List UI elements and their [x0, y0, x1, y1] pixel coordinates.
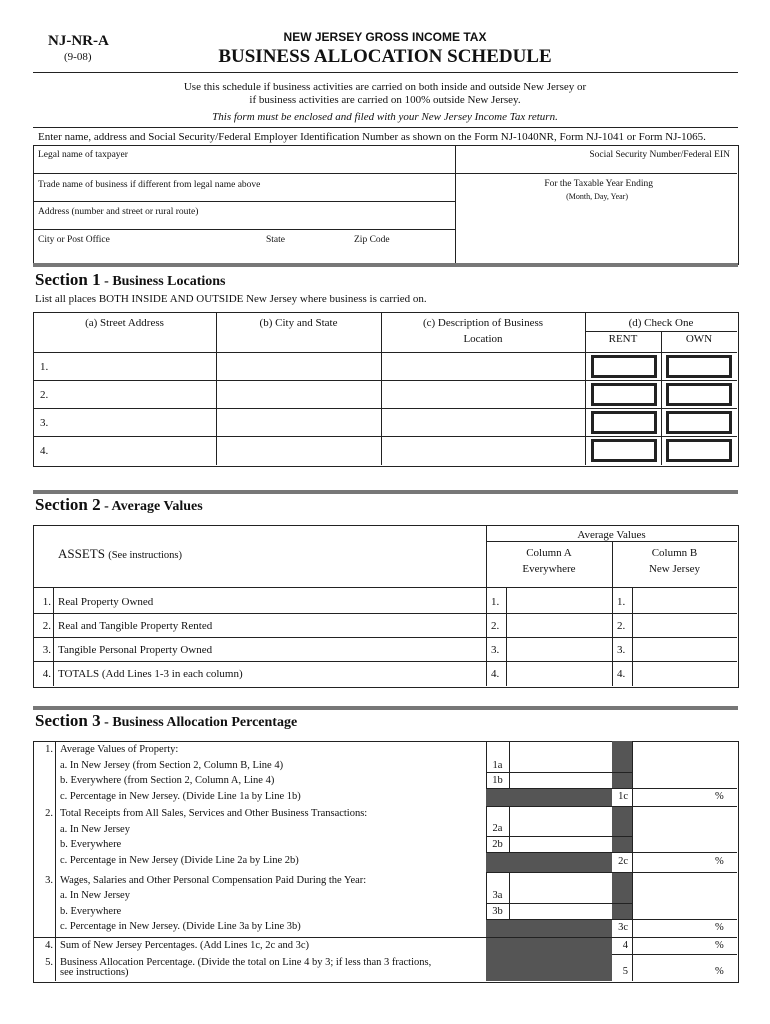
state-label: State	[266, 235, 285, 245]
asset-row-a-line: 3.	[491, 644, 500, 656]
line-3b-text: b. Everywhere	[60, 906, 122, 917]
totals-nj-field[interactable]	[633, 662, 736, 685]
line-1-num: 1.	[45, 744, 53, 755]
line-3a-field[interactable]	[510, 888, 611, 902]
col-description-2: Location	[463, 333, 503, 345]
line-2-text: Total Receipts from All Sales, Services and Other Business Transactions:	[60, 808, 368, 819]
assets-header: ASSETS (See instructions)	[58, 546, 182, 561]
location-row-1: 1.	[40, 361, 49, 373]
col-city-state: (b) City and State	[259, 317, 338, 329]
address-field[interactable]	[34, 218, 454, 228]
address-label: Address (number and street or rural route)	[38, 207, 199, 217]
asset-row-a-line: 2.	[491, 620, 500, 632]
personal-property-everywhere-field[interactable]	[507, 638, 611, 660]
percent-sign: %	[715, 791, 724, 802]
location-row-2: 2.	[40, 389, 49, 401]
section1-instruction: List all places BOTH INSIDE AND OUTSIDE New Jersey where business is carried on.	[35, 293, 427, 305]
tax-year-sublabel: (Month, Day, Year)	[566, 192, 628, 201]
section3-heading: Section 3 - Business Allocation Percentage	[35, 711, 298, 730]
legal-name-field[interactable]	[34, 162, 454, 172]
rent-checkbox-3[interactable]	[591, 411, 657, 434]
asset-row-num: 1.	[42, 596, 51, 608]
location-row-3: 3.	[40, 417, 49, 429]
line-1b-text: b. Everywhere (from Section 2, Column A, Line 4)	[60, 775, 275, 786]
line-5-num: 5.	[45, 957, 53, 968]
box-3b-label: 3b	[492, 906, 503, 917]
city-state-zip-field[interactable]	[34, 247, 454, 261]
real-property-nj-field[interactable]	[633, 588, 736, 612]
box-2b-label: 2b	[492, 839, 503, 850]
line-5-text-cont: see instructions)	[60, 967, 129, 978]
location-row-4: 4.	[40, 445, 49, 457]
line-2-num: 2.	[45, 808, 53, 819]
asset-row-num: 2.	[42, 620, 51, 632]
own-checkbox-4[interactable]	[666, 439, 732, 462]
city-label: City or Post Office	[38, 235, 110, 245]
personal-property-nj-field[interactable]	[633, 638, 736, 660]
column-b-sublabel: New Jersey	[648, 563, 700, 575]
asset-row-label: Real and Tangible Property Rented	[58, 620, 213, 632]
intro-line-1: Use this schedule if business activities are carried on both inside and outside New Jersey or	[183, 81, 587, 93]
asset-row-num: 3.	[42, 644, 51, 656]
asset-row-b-line: 2.	[617, 620, 626, 632]
col-description-1: (c) Description of Business	[422, 317, 544, 329]
zip-label: Zip Code	[354, 235, 390, 245]
own-checkbox-3[interactable]	[666, 411, 732, 434]
line-3a-text: a. In New Jersey	[60, 890, 130, 901]
rented-property-everywhere-field[interactable]	[507, 614, 611, 636]
intro-line-2: if business activities are carried on 100% outside New Jersey.	[249, 94, 521, 106]
line-3-text: Wages, Salaries and Other Personal Compensation Paid During the Year:	[60, 875, 367, 886]
rent-checkbox-1[interactable]	[591, 355, 657, 378]
asset-row-label: Real Property Owned	[58, 596, 154, 608]
agency-title: NEW JERSEY GROSS INCOME TAX	[283, 30, 487, 44]
trade-name-label: Trade name of business if different from legal name above	[38, 180, 261, 190]
section2-heading: Section 2 - Average Values	[35, 495, 203, 514]
asset-row-b-line: 1.	[617, 596, 626, 608]
line-2a-field[interactable]	[510, 821, 611, 835]
col-check-one: (d) Check One	[628, 317, 694, 329]
col-street-address: (a) Street Address	[85, 317, 164, 329]
average-values-header: Average Values	[577, 529, 646, 541]
rent-checkbox-4[interactable]	[591, 439, 657, 462]
line-4-text: Sum of New Jersey Percentages. (Add Lines 1c, 2c and 3c)	[60, 940, 310, 951]
box-3a-label: 3a	[492, 890, 503, 901]
box-1b-label: 1b	[492, 775, 503, 786]
line-3c-field[interactable]	[633, 920, 713, 936]
line-1-text: Average Values of Property:	[60, 744, 179, 755]
asset-row-b-line: 4.	[617, 668, 626, 680]
tax-year-label: For the Taxable Year Ending	[544, 179, 653, 189]
rent-checkbox-2[interactable]	[591, 383, 657, 406]
line-3b-field[interactable]	[510, 904, 611, 918]
own-checkbox-1[interactable]	[666, 355, 732, 378]
percent-sign: %	[715, 940, 724, 951]
box-2c-label: 2c	[618, 856, 628, 867]
asset-row-b-line: 3.	[617, 644, 626, 656]
asset-row-a-line: 1.	[491, 596, 500, 608]
percent-sign: %	[715, 966, 724, 977]
tax-year-field[interactable]	[456, 205, 736, 260]
percent-sign: %	[715, 922, 724, 933]
asset-row-label: Tangible Personal Property Owned	[58, 644, 213, 656]
schedule-title: BUSINESS ALLOCATION SCHEDULE	[218, 46, 552, 67]
percent-sign: %	[715, 856, 724, 867]
column-a-sublabel: Everywhere	[522, 563, 576, 575]
trade-name-field[interactable]	[34, 190, 454, 200]
rented-property-nj-field[interactable]	[633, 614, 736, 636]
line-2b-field[interactable]	[510, 837, 611, 851]
line-2c-text: c. Percentage in New Jersey (Divide Line 2a by Line 2b)	[60, 855, 299, 866]
own-checkbox-2[interactable]	[666, 383, 732, 406]
box-1c-label: 1c	[618, 791, 628, 802]
line-1c-text: c. Percentage in New Jersey. (Divide Line 1a by Line 1b)	[60, 791, 301, 802]
legal-name-label: Legal name of taxpayer	[38, 150, 128, 160]
taxpayer-instruction: Enter name, address and Social Security/Federal Employer Identification Number as shown on the Form NJ-1040NR, Form NJ-1041 or Form NJ-1065.	[38, 131, 706, 143]
col-rent: RENT	[608, 333, 638, 345]
line-4-field[interactable]	[633, 938, 713, 953]
box-3c-label: 3c	[618, 922, 628, 933]
box-5-label: 5	[622, 966, 628, 977]
line-5-text: Business Allocation Percentage. (Divide the total on Line 4 by 3; if less than 3 fractions,	[60, 957, 432, 968]
line-2c-field[interactable]	[633, 853, 713, 871]
totals-everywhere-field[interactable]	[507, 662, 611, 685]
line-4-num: 4.	[45, 940, 53, 951]
col-own: OWN	[685, 333, 713, 345]
form-id: NJ-NR-A	[48, 33, 109, 49]
ssn-label: Social Security Number/Federal EIN	[589, 150, 730, 160]
box-4-label: 4	[622, 940, 628, 951]
box-2a-label: 2a	[492, 823, 503, 834]
line-1b-field[interactable]	[510, 773, 611, 787]
ssn-field[interactable]	[456, 162, 736, 172]
box-1a-label: 1a	[492, 760, 503, 771]
line-5-field[interactable]	[633, 956, 713, 980]
line-1a-field[interactable]	[510, 757, 611, 771]
filing-notice: This form must be enclosed and filed with your New Jersey Income Tax return.	[212, 111, 558, 123]
line-2a-text: a. In New Jersey	[60, 824, 130, 835]
column-a-label: Column A	[526, 547, 572, 559]
line-2b-text: b. Everywhere	[60, 839, 122, 850]
line-3-num: 3.	[45, 875, 53, 886]
form-revision: (9-08)	[64, 51, 92, 63]
asset-row-num: 4.	[42, 668, 51, 680]
line-1c-field[interactable]	[633, 789, 713, 805]
column-b-label: Column B	[651, 547, 698, 559]
line-1a-text: a. In New Jersey (from Section 2, Column B, Line 4)	[60, 760, 284, 771]
section1-heading: Section 1 - Business Locations	[35, 270, 226, 289]
asset-row-label: TOTALS (Add Lines 1-3 in each column)	[58, 668, 243, 680]
asset-row-a-line: 4.	[491, 668, 500, 680]
line-3c-text: c. Percentage in New Jersey. (Divide Line 3a by Line 3b)	[60, 921, 301, 932]
real-property-everywhere-field[interactable]	[507, 588, 611, 612]
